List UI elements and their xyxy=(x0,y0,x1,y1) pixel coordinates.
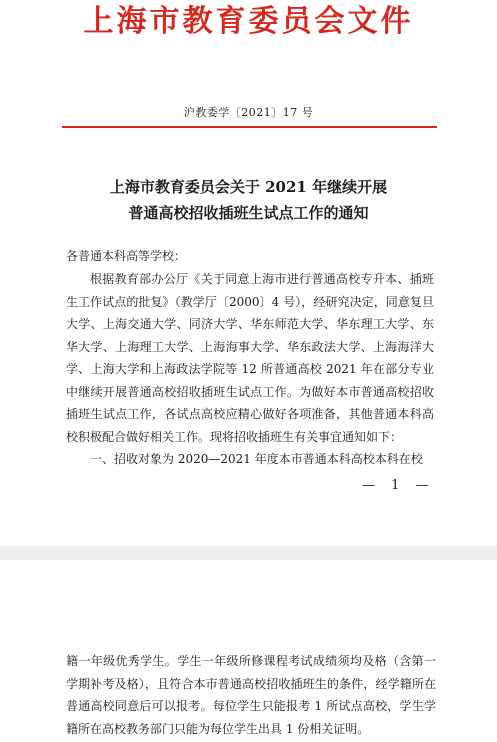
issuer-header-title: 上海市教育委员会文件 xyxy=(83,4,414,39)
body-paragraph: 根据教育部办公厅《关于同意上海市进行普通高校专升本、插班生工作试点的批复》（教学厅〔2000〕4 号），经研究决定，同意复旦大学、上海交通大学、同济大学、华东师范大学、华东理工大学、东华大学、上海理工大学、上海海事大学、华东政法大学、上海海洋大学、上海大学和上海政法学院等 12 所普通高校 2021 年在部分专业中继续开展普通高校招收插班生试点工作。为做好本市普通高校招收插班生试点工作，各试点高校应精心做好各项准备，其他普通本科高校积极配合做好相关工作。现将招收插班生有关事宜通知如下： xyxy=(66,272,434,444)
page-2-paragraph: 籍一年级优秀学生。学生一年级所修课程考试成绩须均及格（含第一学期补考及格），且符合本市普通高校招收插班生的条件，经学籍所在普通高校同意后可以报考。每位学生只能报考 1 所试点高校，学生学籍所在高校教务部门只能为每位学生出具 1 份相关证明。 xyxy=(66,654,436,736)
item-1-start: 一、招收对象为 2020—2021 年度本市普通本科高校本科在校 xyxy=(90,452,423,466)
document-title-line-1: 上海市教育委员会关于 2021 年继续开展 xyxy=(109,178,388,196)
page-number: — 1 — xyxy=(362,478,435,493)
salutation: 各普通本科高等学校： xyxy=(66,249,187,263)
document-title-line-2: 普通高校招收插班生试点工作的通知 xyxy=(128,204,369,222)
document-title xyxy=(0,174,497,226)
red-divider-line xyxy=(62,126,437,128)
document-number: 沪教委学〔2021〕17 号 xyxy=(183,106,314,119)
